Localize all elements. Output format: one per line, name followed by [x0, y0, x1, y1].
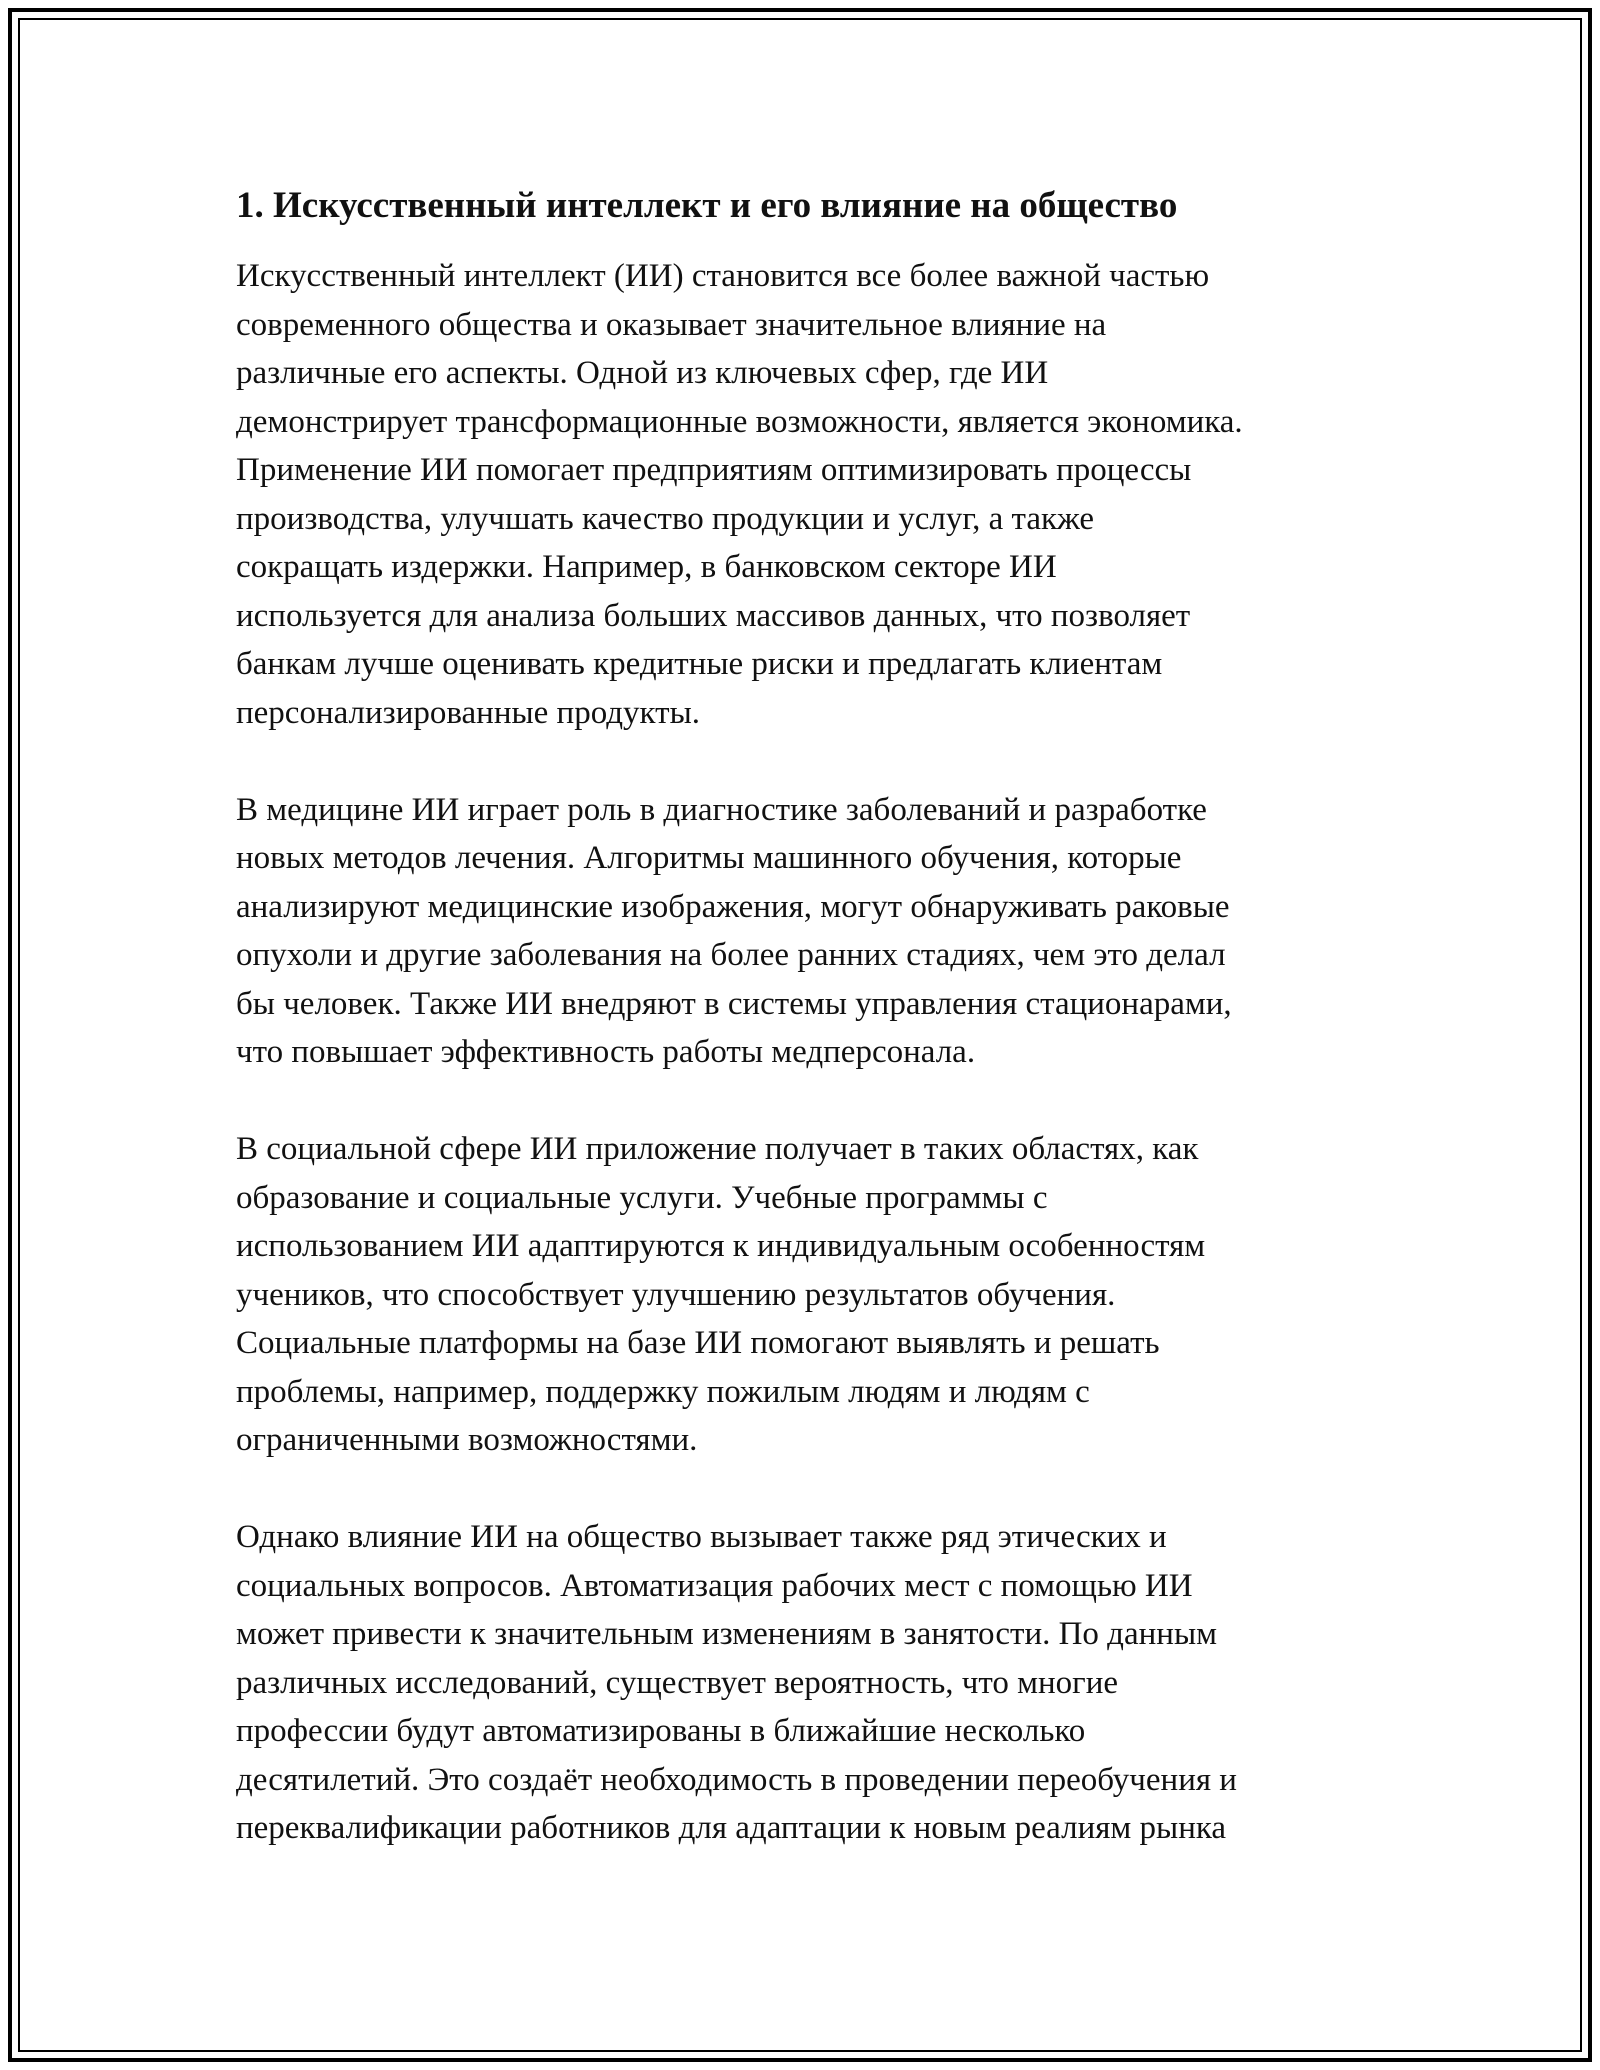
document-body	[236, 182, 1376, 1901]
paragraph-medicine	[236, 786, 1376, 1077]
text-line: В медицине ИИ играет роль в диагностике заболеваний и разработке	[236, 791, 1207, 828]
text-line: что повышает эффективность работы медперсонала.	[236, 1034, 976, 1070]
text-line: Социальные платформы на базе ИИ помогают выявлять и решать	[236, 1325, 1160, 1361]
paragraph-social	[236, 1125, 1376, 1465]
text-line: Применение ИИ помогает предприятиям оптимизировать процессы	[236, 452, 1192, 488]
text-line: профессии будут автоматизированы в ближайшие несколько	[236, 1713, 1086, 1749]
text-line: новых методов лечения. Алгоритмы машинного обучения, которые	[236, 840, 1182, 876]
text-line: В социальной сфере ИИ приложение получает в таких областях, как	[236, 1131, 1199, 1167]
text-line: демонстрирует трансформационные возможности, является экономика.	[236, 403, 1243, 440]
text-line: бы человек. Также ИИ внедряют в системы управления стационарами,	[236, 985, 1232, 1022]
text-line: банкам лучше оценивать кредитные риски и предлагать клиентам	[236, 646, 1163, 682]
text-line: различных исследований, существует вероятность, что многие	[236, 1664, 1119, 1701]
text-line: проблемы, например, поддержку пожилым людям и людям с	[236, 1373, 1090, 1410]
text-line: анализируют медицинские изображения, могут обнаруживать раковые	[236, 888, 1230, 925]
section-heading: 1. Искусственный интеллект и его влияние на общество	[236, 185, 1178, 226]
text-line: переквалификации работников для адаптации к новым реалиям рынка	[236, 1810, 1227, 1846]
text-line: может привести к значительным изменениям в занятости. По данным	[236, 1616, 1217, 1652]
text-line: различные его аспекты. Одной из ключевых сфер, где ИИ	[236, 355, 1049, 391]
text-line: Искусственный интеллект (ИИ) становится все более важной частью	[236, 258, 1210, 294]
text-line: учеников, что способствует улучшению результатов обучения.	[236, 1276, 1116, 1313]
text-line: социальных вопросов. Автоматизация рабочих мест с помощью ИИ	[236, 1567, 1193, 1604]
text-line: персонализированные продукты.	[236, 694, 700, 731]
text-line: современного общества и оказывает значительное влияние на	[236, 306, 1107, 343]
text-line: использованием ИИ адаптируются к индивидуальным особенностям	[236, 1228, 1206, 1264]
text-line: используется для анализа больших массивов данных, что позволяет	[236, 597, 1191, 634]
text-line: образование и социальные услуги. Учебные программы с	[236, 1179, 1048, 1216]
paragraph-ethics	[236, 1513, 1376, 1853]
paragraph-economy	[236, 252, 1376, 737]
text-line: Однако влияние ИИ на общество вызывает также ряд этических и	[236, 1519, 1167, 1555]
text-line: десятилетий. Это создаёт необходимость в проведении переобучения и	[236, 1761, 1237, 1798]
text-line: ограниченными возможностями.	[236, 1422, 698, 1458]
text-line: опухоли и другие заболевания на более ранних стадиях, чем это делал	[236, 937, 1226, 973]
text-line: сокращать издержки. Например, в банковском секторе ИИ	[236, 549, 1057, 585]
text-line: производства, улучшать качество продукции и услуг, а также	[236, 500, 1095, 537]
